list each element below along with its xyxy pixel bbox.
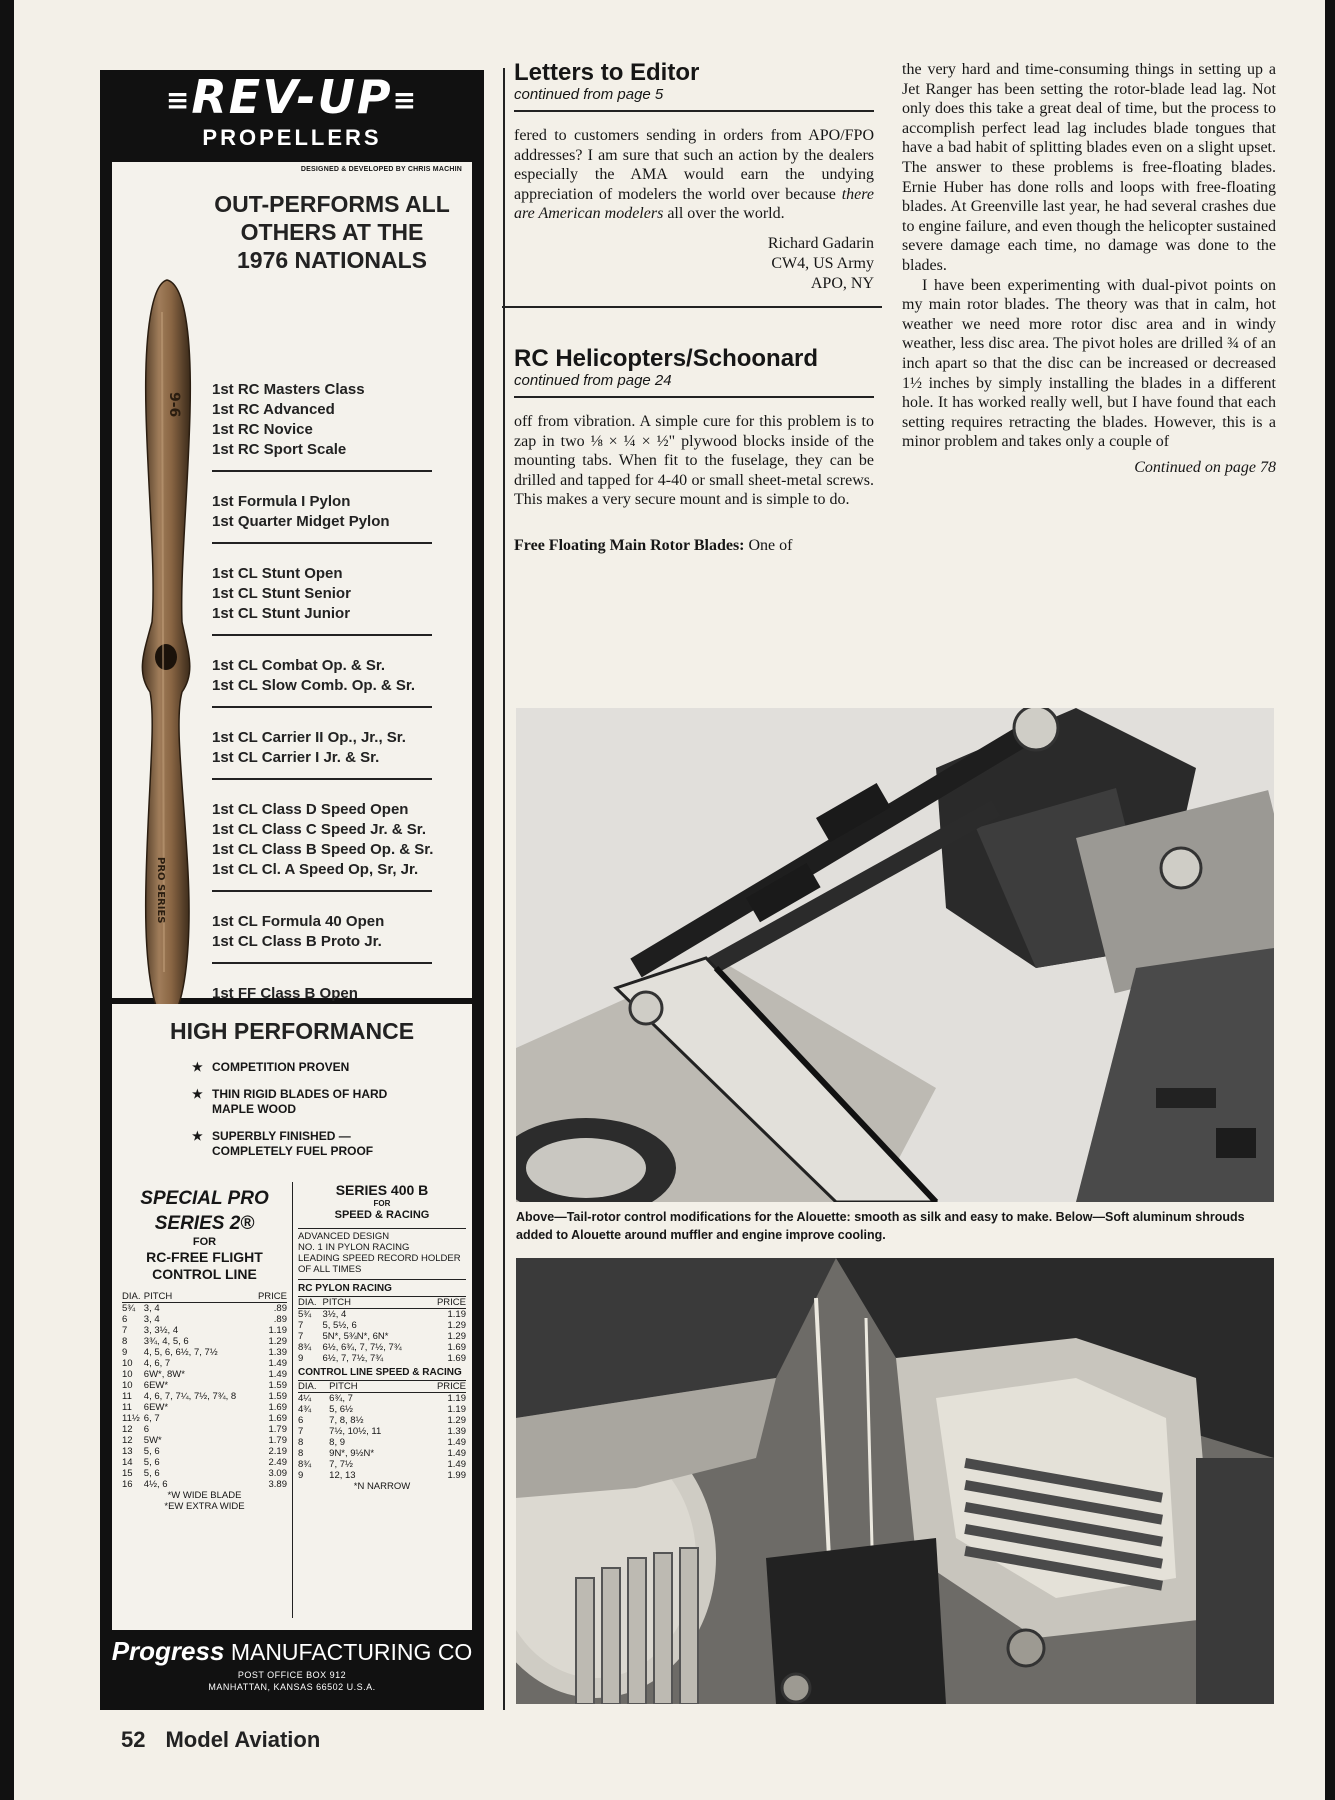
series-use: RC-FREE FLIGHT CONTROL LINE [146,1249,263,1282]
diameter-cell: 8 [298,1448,304,1459]
company-address: MANHATTAN, KANSAS 66502 U.S.A. [208,1682,376,1692]
results-group [212,486,432,544]
diameter-cell: 9 [122,1347,128,1358]
price-row [122,1468,287,1479]
letter-text: all over the world. [663,205,785,223]
star-icon: ★ [192,1060,203,1074]
diameter-cell: 7 [298,1426,304,1437]
price-row [298,1459,466,1470]
column-rule [503,68,505,1710]
price-row [122,1413,287,1424]
pitch-cell: 5, 6 [143,1457,160,1468]
tail-rotor-photo [516,708,1274,1202]
series-point: NO. 1 IN PYLON RACING [298,1242,410,1253]
pitch-cell: 5, 6½ [329,1404,353,1415]
price-cell: 1.49 [447,1459,466,1470]
result-line: 1st CL Stunt Open [212,565,343,582]
series-400b [298,1182,466,1492]
series-points [298,1228,466,1280]
price-row [298,1353,466,1364]
diameter-cell: 15 [122,1468,133,1479]
price-cell: 1.49 [268,1369,287,1380]
price-cell: 1.39 [268,1347,287,1358]
diameter-cell: 5¾ [122,1303,136,1314]
col-header: PITCH [144,1291,253,1303]
price-cell: 1.79 [268,1424,287,1435]
result-line: 1st CL Stunt Senior [212,585,351,602]
results-group [212,906,432,964]
price-cell: 3.09 [268,1468,287,1479]
page-number: 52 [121,1727,146,1752]
rev-up-advertisement [100,70,484,1710]
results-group [212,558,432,636]
helicopters-continued: continued from page 24 [514,372,874,398]
result-line: 1st RC Sport Scale [212,441,347,458]
brand-subtitle: PROPELLERS [202,124,382,150]
svg-text:9-6: 9-6 [166,392,182,418]
pitch-cell: 4, 6, 7, 7¼, 7½, 7¾, 8 [143,1391,237,1402]
feature-item [192,1129,412,1159]
price-cell: 1.19 [268,1325,287,1336]
price-cell: 1.19 [447,1404,466,1415]
diameter-cell: 16 [122,1479,133,1490]
photo-caption: Above—Tail-rotor control modifications for the Alouette: smooth as silk and easy to make. Below—Soft aluminum shrouds added to Alouette around muffler and engine improve cooling. [516,1210,1245,1242]
result-line: 1st Formula I Pylon [212,493,351,510]
series-title: SERIES 400 B [335,1182,429,1198]
col-header: PRICE [417,1381,466,1393]
price-row [122,1380,287,1391]
result-line: 1st CL Class B Speed Op. & Sr. [212,841,434,858]
pitch-cell: 3, 4 [143,1314,160,1325]
feature-list [192,1060,412,1171]
letter-body [514,126,874,224]
diameter-cell: 6 [298,1415,304,1426]
pitch-cell: 5, 6 [143,1446,160,1457]
price-row [122,1314,287,1325]
pylon-price-table [298,1297,466,1364]
letters-title: Letters to Editor [514,59,700,86]
ad-footer [100,1630,484,1710]
control-line-title: CONTROL LINE SPEED & RACING [298,1367,466,1381]
result-line: 1st CL Formula 40 Open [212,913,385,930]
price-cell: 1.69 [268,1413,287,1424]
price-cell: 1.49 [268,1358,287,1369]
diameter-cell: 5¾ [298,1309,312,1320]
diameter-cell: 8 [122,1336,128,1347]
price-row [122,1358,287,1369]
series-subtitle: SERIES 2® [154,1213,255,1234]
headline-line: 1976 NATIONALS [236,247,427,273]
pitch-cell: 6½, 7, 7½, 7¾ [322,1353,384,1364]
pitch-cell: 6 [143,1424,150,1435]
pitch-cell: 7½, 10½, 11 [329,1426,382,1437]
diameter-cell: 10 [122,1369,133,1380]
result-line: 1st CL Combat Op. & Sr. [212,657,386,674]
designer-credit: DESIGNED & DEVELOPED BY CHRIS MACHIN [300,166,462,173]
feature-text: THIN RIGID BLADES OF HARD MAPLE WOOD [212,1087,388,1116]
diameter-cell: 12 [122,1435,133,1446]
price-row [298,1426,466,1437]
headline-line: OUT-PERFORMS ALL [214,191,450,217]
company-name [100,1630,484,1669]
result-line: 1st CL Class D Speed Open [212,801,409,818]
magazine-name: Model Aviation [165,1727,321,1752]
price-cell: 1.29 [268,1336,287,1347]
price-cell: 1.79 [268,1435,287,1446]
pitch-cell: 4½, 6 [143,1479,168,1490]
pitch-cell: 5W* [143,1435,162,1446]
col-header: PITCH [322,1297,427,1309]
price-row [298,1448,466,1459]
pitch-cell: 6EW* [143,1402,169,1413]
pitch-cell: 7, 8, 8½ [329,1415,364,1426]
nationals-results [212,374,462,1048]
text-column-2 [902,60,1276,477]
result-line: 1st CL Class C Speed Jr. & Sr. [212,821,426,838]
pitch-cell: 5, 6 [143,1468,160,1479]
engine-photo [516,1258,1274,1704]
price-cell: 1.49 [447,1448,466,1459]
price-cell: 3.89 [268,1479,287,1490]
star-icon: ★ [192,1087,203,1101]
pitch-cell: 3¾, 4, 5, 6 [143,1336,189,1347]
letter-emphasis: there are American modelers [514,185,874,223]
diameter-cell: 7 [122,1325,128,1336]
price-row [122,1347,287,1358]
magazine-page [14,0,1325,1800]
price-row [122,1435,287,1446]
control-line-price-table [298,1381,466,1481]
engine-image [516,1258,1274,1704]
ad-headline [192,190,472,274]
price-row [122,1369,287,1380]
price-cell: 1.49 [447,1437,466,1448]
diameter-cell: 11 [122,1402,132,1413]
diameter-cell: 6 [122,1314,128,1325]
narrow-note: *N NARROW [353,1481,411,1492]
price-row [122,1446,287,1457]
diameter-cell: 8¾ [298,1342,312,1353]
price-cell: 1.39 [447,1426,466,1437]
result-line: 1st RC Masters Class [212,381,365,398]
pitch-cell: 5N*, 5¾N*, 6N* [322,1331,389,1342]
price-cell: .89 [273,1314,287,1325]
ad-products-panel [112,1004,472,1630]
pitch-cell: 3, 3½, 4 [143,1325,179,1336]
diameter-cell: 7 [298,1331,304,1342]
col-header: PRICE [253,1291,287,1303]
result-line: 1st RC Novice [212,421,313,438]
diameter-cell: 14 [122,1457,133,1468]
price-cell: 1.59 [268,1380,287,1391]
diameter-cell: 10 [122,1358,133,1369]
for-label: FOR [373,1199,391,1208]
feature-text: COMPETITION PROVEN [212,1060,350,1074]
price-cell: .89 [273,1303,287,1314]
pitch-cell: 9N*, 9½N* [329,1448,375,1459]
price-cell: 1.19 [447,1309,466,1320]
col-header: DIA. [298,1297,322,1309]
price-row [122,1336,287,1347]
text-column-1 [514,60,874,556]
tail-rotor-image [516,708,1274,1202]
price-cell: 1.29 [447,1331,466,1342]
ad-results-panel [112,162,472,1002]
series-point: LEADING SPEED RECORD HOLDER OF ALL TIMES [298,1253,461,1275]
letter-text: fered to customers sending in orders from APO/FPO addresses? I am sure that such an action by the dealers especially the AMA would earn the undying appreciation of modelers the world over because [514,127,874,203]
helicopters-paragraph: off from vibration. A simple cure for this problem is to zap in two ⅛ × ¼ × ½" plywood blocks inside of the mounting tabs. When fit to the fuselage, they can be drilled and tapped for 4-40 or small sheet-metal screws. This makes a very secure mount and is simple to do. [514,412,874,509]
series-use: SPEED & RACING [334,1209,430,1221]
diameter-cell: 7 [298,1320,304,1331]
signature-line: APO, NY [810,274,874,292]
high-performance-title: HIGH PERFORMANCE [169,1018,415,1044]
price-cell: 1.19 [447,1393,466,1404]
price-cell: 2.49 [268,1457,287,1468]
price-row [298,1342,466,1353]
price-row [122,1402,287,1413]
brand-name: REV-UP [191,70,393,124]
price-row [122,1424,287,1435]
pitch-cell: 6¾, 7 [329,1393,353,1404]
headline-line: OTHERS AT THE [240,219,424,245]
result-line: 1st CL Carrier I Jr. & Sr. [212,749,380,766]
diameter-cell: 4¼ [298,1393,312,1404]
results-group [212,794,432,892]
price-row [298,1415,466,1426]
col-header: DIA. [122,1291,144,1303]
continued-on: Continued on page 78 [1134,458,1276,476]
price-cell: 1.29 [447,1320,466,1331]
pitch-cell: 6EW* [143,1380,169,1391]
blade-note: *EW EXTRA WIDE [164,1501,245,1512]
letters-continued: continued from page 5 [514,86,874,112]
feature-item [192,1087,412,1117]
col-header: PRICE [427,1297,466,1309]
special-pro-series [122,1186,287,1512]
diameter-cell: 8¾ [298,1459,312,1470]
result-line: 1st FF Class B Open [212,985,358,1002]
pitch-cell: 3, 4 [143,1303,160,1314]
price-row [122,1391,287,1402]
price-row [122,1303,287,1315]
price-cell: 1.29 [447,1415,466,1426]
result-line: 1st CL Class B Proto Jr. [212,933,382,950]
result-line: 1st CL Cl. A Speed Op, Sr, Jr. [212,861,419,878]
result-line: 1st Quarter Midget Pylon [212,513,390,530]
page-folio [121,1727,340,1753]
helicopters-paragraph [514,536,874,556]
feature-text: SUPERBLY FINISHED — COMPLETELY FUEL PROOF [212,1129,374,1158]
pitch-cell: 4, 6, 7 [143,1358,171,1369]
price-row [122,1457,287,1468]
price-row [298,1309,466,1321]
result-line: 1st RC Advanced [212,401,335,418]
price-row [298,1320,466,1331]
section-divider [502,306,882,308]
col-header: DIA. [298,1381,329,1393]
signature-line: Richard Gadarin [767,234,874,252]
diameter-cell: 11½ [122,1413,140,1424]
feature-item [192,1060,412,1075]
results-group [212,722,432,780]
pitch-cell: 6½, 6¾, 7, 7½, 7¾ [322,1342,402,1353]
price-table [122,1291,287,1490]
results-group [212,374,432,472]
company-rest: MANUFACTURING CO [230,1639,473,1665]
brand-logo: ≡REV-UP≡ [165,70,419,124]
pitch-cell: 3½, 4 [322,1309,347,1320]
column-divider [292,1182,293,1618]
company-italic: Progress [111,1636,225,1666]
pitch-cell: 12, 13 [329,1470,356,1481]
paragraph-text: One of [744,536,793,554]
price-row [298,1331,466,1342]
price-cell: 1.99 [447,1470,466,1481]
ad-header [100,70,484,162]
series-title: SPECIAL PRO [140,1188,269,1209]
price-row [122,1479,287,1490]
price-cell: 1.69 [447,1342,466,1353]
diameter-cell: 10 [122,1380,133,1391]
price-cell: 2.19 [268,1446,287,1457]
run-in-head: Free Floating Main Rotor Blades: [514,536,745,554]
price-row [298,1437,466,1448]
result-line: 1st CL Slow Comb. Op. & Sr. [212,677,416,694]
price-cell: 1.69 [268,1402,287,1413]
diameter-cell: 9 [298,1470,304,1481]
pitch-cell: 8, 9 [329,1437,346,1448]
pitch-cell: 7, 7½ [329,1459,353,1470]
col-header: PITCH [329,1381,417,1393]
diameter-cell: 4¾ [298,1404,312,1415]
letter-signature [514,234,874,294]
helicopters-paragraph: I have been experimenting with dual-pivot points on my main rotor blades. The theory was that in calm, hot weather we need more rotor disc area and in windy weather, less disc area. The pivot holes are drilled ¾ of an inch apart so that the disc can be increased or decreased 1½ inches by simply installing the blades in a different hole. It has worked really well, but I have found that each setting requires retracting the blades. However, this is a minor problem and takes only a couple of [902,276,1276,451]
price-cell: 1.59 [268,1391,287,1402]
result-line: 1st CL Carrier II Op., Jr., Sr. [212,729,406,746]
price-row [298,1393,466,1405]
pitch-cell: 5, 5½, 6 [322,1320,357,1331]
pylon-racing-title: RC PYLON RACING [298,1283,466,1297]
signature-line: CW4, US Army [771,254,874,272]
price-row [298,1470,466,1481]
price-row [298,1404,466,1415]
series-point: ADVANCED DESIGN [298,1231,390,1242]
diameter-cell: 8 [298,1437,304,1448]
star-icon: ★ [192,1129,203,1143]
pitch-cell: 6W*, 8W* [143,1369,185,1380]
diameter-cell: 9 [298,1353,304,1364]
company-address: POST OFFICE BOX 912 [237,1670,347,1680]
price-cell: 1.69 [447,1353,466,1364]
pitch-cell: 4, 5, 6, 6½, 7, 7½ [143,1347,218,1358]
blade-note: *W WIDE BLADE [167,1490,242,1501]
helicopters-paragraph: the very hard and time-consuming things in setting up a Jet Ranger has been setting the rotor-blade lead lag. Not only does this take a great deal of time, but the process to accomplish perfect lead lag includes blade tongues that have a bad habit of splitting blades even on a slight upset. The answer to these problems is free-floating blades. Ernie Huber has done rolls and loops with free-floating blades. At Greenville last year, he had several crashes due to engine failure, and even though the helicopter sustained severe damage each time, no damage was done to the blades. [902,61,1276,274]
result-line: 1st CL Stunt Junior [212,605,351,622]
pitch-cell: 6, 7 [143,1413,160,1424]
propeller-illustration [122,272,212,1032]
diameter-cell: 12 [122,1424,133,1435]
price-row [122,1325,287,1336]
helicopters-title: RC Helicopters/Schoonard [514,344,819,372]
diameter-cell: 11 [122,1391,132,1402]
for-label: FOR [192,1236,217,1248]
diameter-cell: 13 [122,1446,133,1457]
prop-imprint: PRO SERIES [155,857,166,924]
results-group [212,650,432,708]
